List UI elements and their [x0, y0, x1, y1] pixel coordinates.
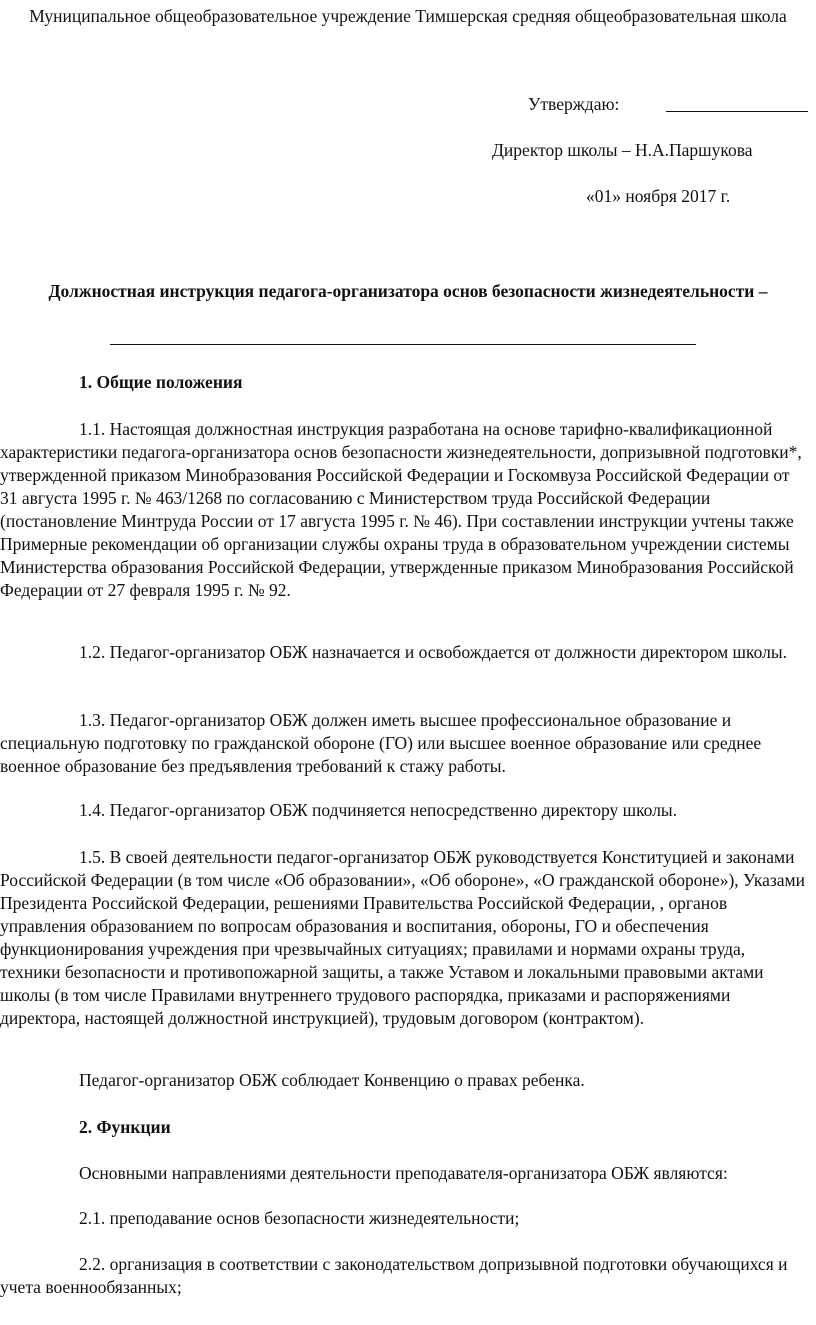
institution-header: Муниципальное общеобразовательное учреждение Тимшерская средняя общеобразовательная школа	[29, 6, 787, 26]
approve-label: Утверждаю:	[528, 94, 620, 114]
paragraph-1-2: 1.2. Педагог-организатор ОБЖ назначается и освобождается от должности директором школы.	[79, 642, 788, 662]
paragraph-1-1: 1.1. Настоящая должностная инструкция разработана на основе тарифно-квалификационной характеристики педагога-организатора основ безопасности жизнедеятельности, допризывной подготовки*, утвержденной приказом Минобразования Российской Федерации и Госкомвуза Российской Федерации от 31 августа 1995 г. № 463/1268 по согласованию с Министерством труда Российской Федерации (постановление Минтруда России от 17 августа 1995 г. № 46). При составлении инструкции учтены также Примерные рекомендации об организации службы охраны труда в образовательном учреждении системы Министерства образования Российской Федерации, утвержденные приказом Минобразования Российской Федерации от 27 февраля 1995 г. № 92.	[0, 419, 802, 600]
functions-intro: Основными направлениями деятельности преподавателя-организатора ОБЖ являются:	[79, 1163, 728, 1183]
paragraph-1-6: Педагог-организатор ОБЖ соблюдает Конвенцию о правах ребенка.	[79, 1070, 585, 1090]
section-heading-functions: 2. Функции	[79, 1117, 171, 1137]
paragraph-1-4: 1.4. Педагог-организатор ОБЖ подчиняется непосредственно директору школы.	[79, 800, 678, 820]
section-heading-general: 1. Общие положения	[79, 372, 243, 392]
approval-date: «01» ноября 2017 г.	[586, 186, 731, 206]
paragraph-2-1: 2.1. преподавание основ безопасности жизнедеятельности;	[79, 1208, 520, 1228]
paragraph-2-2: 2.2. организация в соответствии с законодательством допризывной подготовки обучающихся и учета военнообязанных;	[0, 1254, 788, 1297]
title-underline	[110, 344, 696, 345]
director-line: Директор школы – Н.А.Паршукова	[492, 140, 753, 160]
document-title: Должностная инструкция педагога-организатора основ безопасности жизнедеятельности –	[48, 281, 768, 301]
signature-line	[666, 111, 808, 112]
paragraph-1-3: 1.3. Педагог-организатор ОБЖ должен иметь высшее профессиональное образование и специальную подготовку по гражданской обороне (ГО) или высшее военное образование или среднее военное образование без предъявления требований к стажу работы.	[0, 710, 762, 776]
paragraph-1-5: 1.5. В своей деятельности педагог-организатор ОБЖ руководствуется Конституцией и законами Российской Федерации (в том числе «Об образовании», «Об обороне», «О гражданской обороне»), Указами Президента Российской Федерации, решениями Правительства Российской Федерации, , органов управления образованием по вопросам образования и воспитания, обороны, ГО и обеспечения функционирования учреждения при чрезвычайных ситуациях; правилами и нормами охраны труда, техники безопасности и противопожарной защиты, а также Уставом и локальными правовыми актами школы (в том числе Правилами внутреннего трудового распорядка, приказами и распоряжениями директора, настоящей должностной инструкцией), трудовым договором (контрактом).	[0, 847, 805, 1028]
